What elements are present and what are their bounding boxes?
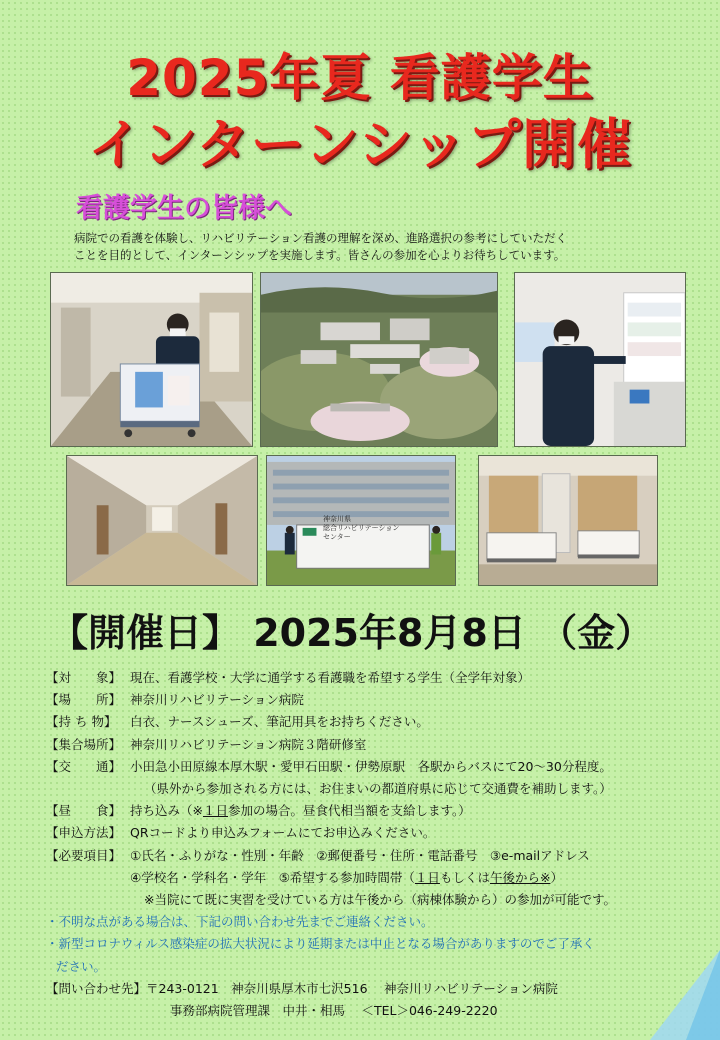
folded-corner-decoration: [650, 950, 720, 1040]
sign-text-2: 総合リハビリテーション: [323, 524, 400, 532]
traffic-label: 【交 通】: [46, 758, 122, 774]
subtitle: 看護学生の皆様へ: [76, 193, 292, 224]
contact-line-2: 事務部病院管理課 中井・相馬 ＜TEL＞046-249-2220: [170, 1003, 498, 1019]
note-1: ・不明な点がある場合は、下記の問い合わせ先までご連絡ください。: [46, 914, 434, 930]
meet-value: 神奈川リハビリテーション病院３階研修室: [130, 736, 367, 752]
lunch-value-underline: １日: [202, 803, 228, 819]
info-section: [46, 667, 706, 1022]
apply-label: 【申込方法】: [46, 825, 122, 841]
traffic-value: 小田急小田原線本厚木駅・愛甲石田駅・伊勢原駅 各駅からバスにて20～30分程度。: [130, 758, 612, 774]
note-2: ・新型コロナウィルス感染症の拡大状況により延期または中止となる場合がありますのでご了承く: [46, 936, 595, 952]
req-note: ※当院にて既に実習を受けている方は午後から（病棟体験から）の参加が可能です。: [144, 892, 616, 908]
info-row-target: [46, 667, 706, 689]
photo-corridor: [66, 455, 258, 586]
event-date: 【開催日】 2025年8月8日 （金）: [50, 611, 654, 655]
req-value-2c: ）: [550, 869, 563, 885]
lunch-value-b: 参加の場合。昼食代相当額を支給します。）: [228, 803, 471, 819]
intro-line-2: ことを目的として、インターンシップを実施します。皆さんの参加を心よりお待ちしています。: [74, 248, 566, 262]
info-row-meet: [46, 734, 706, 756]
bring-label: 【持 ち 物】: [46, 714, 117, 730]
sign-text-1: 神奈川県: [323, 515, 351, 523]
bring-value: 白衣、ナースシューズ、筆記用具をお持ちください。: [130, 714, 429, 730]
sign-text-3: センター: [323, 533, 351, 541]
req-value-2: [46, 867, 706, 889]
info-row-lunch: [46, 800, 706, 822]
traffic-value-2: （県外から参加される方には、お住まいの都道府県に応じて交通費を補助します。）: [144, 781, 612, 797]
photo-nurse-shelf: [514, 272, 686, 447]
target-label: 【対 象】: [46, 670, 122, 685]
target-value: 現在、看護学校・大学に通学する看護職を希望する学生（全学年対象）: [130, 670, 531, 685]
meet-label: 【集合場所】: [46, 736, 122, 752]
note-2-cont: ださい。: [56, 958, 107, 974]
photo-aerial-view: [260, 272, 498, 447]
title-line-2: インターンシップ開催: [87, 113, 633, 176]
info-row-place: [46, 689, 706, 711]
info-row-bring: [46, 711, 706, 733]
title-line-1: 2025年夏 看護学生: [126, 49, 594, 107]
req-value-2b: もしくは: [439, 869, 490, 885]
lunch-value-a: 持ち込み（※: [130, 803, 203, 819]
req-value-1: ①氏名・ふりがな・性別・年齢 ②郵便番号・住所・電話番号 ③e-mailアドレス: [130, 847, 590, 863]
photo-patient-room: [478, 455, 658, 586]
req-value-2-underline-2: 午後から※: [489, 869, 551, 885]
photo-building-sign: [266, 455, 456, 586]
lunch-value: [130, 800, 471, 822]
req-value-2-underline-1: １日: [414, 869, 440, 885]
place-value: 神奈川リハビリテーション病院: [130, 692, 304, 708]
intro-text: [74, 230, 664, 264]
photo-nurse-cart: [50, 272, 253, 447]
info-row-requirements: [46, 845, 706, 867]
apply-value: QRコードより申込みフォームにてお申込みください。: [130, 825, 436, 841]
contact-line-1: 【問い合わせ先】〒243-0121 神奈川県厚木市七沢516 神奈川リハビリテーション病院: [46, 980, 558, 996]
intro-line-1: 病院での看護を体験し、リハビリテーション看護の理解を深め、進路選択の参考にしていただく: [74, 231, 567, 245]
lunch-label: 【昼 食】: [46, 803, 122, 819]
info-row-traffic: [46, 756, 706, 778]
req-label: 【必要項目】: [46, 847, 122, 863]
place-label: 【場 所】: [46, 692, 122, 708]
req-value-2a: ④学校名・学科名・学年 ⑤希望する参加時間帯（: [130, 869, 415, 885]
info-row-apply: [46, 822, 706, 844]
